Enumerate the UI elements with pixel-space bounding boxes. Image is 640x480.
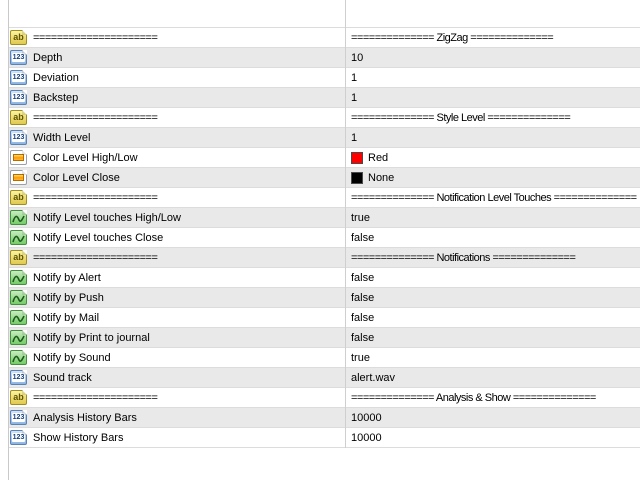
number-123-icon: 123: [10, 70, 27, 85]
string-ab-icon: ab: [10, 190, 27, 205]
column-divider[interactable]: [345, 0, 346, 448]
number-123-icon: 123: [10, 130, 27, 145]
parameter-row[interactable]: [9, 308, 640, 328]
parameter-value: true: [351, 351, 370, 364]
parameter-value: ============== Analysis & Show ==============: [351, 391, 596, 404]
indicator-inputs-table: [9, 27, 640, 448]
parameter-value: ============== Notifications ==============: [351, 251, 576, 264]
parameter-value-cell[interactable]: [345, 52, 640, 64]
parameter-value: Red: [368, 151, 389, 164]
parameter-value-cell[interactable]: [345, 392, 640, 404]
parameter-name-cell: [9, 250, 345, 265]
string-ab-icon: ab: [10, 110, 27, 125]
parameter-label: Backstep: [33, 91, 79, 104]
parameter-value-cell[interactable]: [345, 252, 640, 264]
parameter-name-cell: [9, 270, 345, 285]
parameter-label: Sound track: [33, 371, 92, 384]
color-swatch-icon: [10, 170, 27, 185]
parameter-label: Width Level: [33, 131, 91, 144]
parameter-name-cell: [9, 70, 345, 85]
parameter-name-cell: [9, 150, 345, 165]
parameter-label: Notify by Mail: [33, 311, 100, 324]
bool-curve-icon: [10, 290, 27, 305]
bool-curve-icon: [10, 350, 27, 365]
parameter-value-cell[interactable]: [345, 312, 640, 324]
number-123-icon: 123: [10, 370, 27, 385]
parameter-label: Depth: [33, 51, 63, 64]
separator-row[interactable]: [9, 188, 640, 208]
parameter-row[interactable]: [9, 348, 640, 368]
parameter-value-cell[interactable]: [345, 432, 640, 444]
parameter-name-cell: [9, 130, 345, 145]
color-swatch: [351, 152, 363, 164]
parameter-name-cell: [9, 90, 345, 105]
parameter-name-cell: [9, 30, 345, 45]
parameter-label: Notify by Push: [33, 291, 104, 304]
parameter-row[interactable]: [9, 168, 640, 188]
separator-row[interactable]: [9, 28, 640, 48]
bool-curve-icon: [10, 330, 27, 345]
parameter-row[interactable]: [9, 428, 640, 448]
parameter-name-cell: [9, 290, 345, 305]
parameter-label: Color Level Close: [33, 171, 120, 184]
parameter-value-cell[interactable]: [345, 352, 640, 364]
parameter-row[interactable]: [9, 48, 640, 68]
parameter-value-cell[interactable]: [345, 292, 640, 304]
parameter-label: Deviation: [33, 71, 79, 84]
parameter-value-cell[interactable]: [345, 152, 640, 164]
parameter-name-cell: [9, 390, 345, 405]
parameter-row[interactable]: [9, 128, 640, 148]
color-swatch: [351, 172, 363, 184]
bool-curve-icon: [10, 270, 27, 285]
parameter-name-cell: [9, 310, 345, 325]
parameter-row[interactable]: [9, 88, 640, 108]
number-123-icon: 123: [10, 430, 27, 445]
parameter-label: Notify Level touches High/Low: [33, 211, 181, 224]
parameter-label: Notify by Alert: [33, 271, 101, 284]
parameter-value: true: [351, 211, 370, 224]
parameter-value-cell[interactable]: [345, 212, 640, 224]
parameter-value: false: [351, 271, 375, 284]
parameter-value: 1: [351, 131, 358, 144]
parameter-value-cell[interactable]: [345, 272, 640, 284]
parameter-value: ============== Notification Level Touches ==============: [351, 191, 637, 204]
parameter-value: 10000: [351, 411, 382, 424]
parameter-label: =====================: [33, 391, 158, 404]
parameter-value-cell[interactable]: [345, 372, 640, 384]
separator-row[interactable]: [9, 388, 640, 408]
bool-curve-icon: [10, 210, 27, 225]
parameter-name-cell: [9, 430, 345, 445]
parameter-value-cell[interactable]: [345, 172, 640, 184]
parameter-label: Analysis History Bars: [33, 411, 137, 424]
parameter-name-cell: [9, 110, 345, 125]
parameter-label: =====================: [33, 251, 158, 264]
parameter-name-cell: [9, 210, 345, 225]
parameter-row[interactable]: [9, 368, 640, 388]
parameter-row[interactable]: [9, 208, 640, 228]
bool-curve-icon: [10, 230, 27, 245]
parameter-label: Notify by Sound: [33, 351, 111, 364]
parameter-name-cell: [9, 190, 345, 205]
parameter-name-cell: [9, 50, 345, 65]
string-ab-icon: ab: [10, 30, 27, 45]
parameter-value: 1: [351, 91, 358, 104]
parameter-value: false: [351, 291, 375, 304]
parameter-value: 10: [351, 51, 364, 64]
parameter-value: ============== ZigZag ==============: [351, 31, 554, 44]
number-123-icon: 123: [10, 90, 27, 105]
parameter-name-cell: [9, 370, 345, 385]
parameter-label: =====================: [33, 191, 158, 204]
number-123-icon: 123: [10, 50, 27, 65]
parameter-value-cell[interactable]: [345, 112, 640, 124]
parameter-name-cell: [9, 170, 345, 185]
parameter-row[interactable]: [9, 148, 640, 168]
bool-curve-icon: [10, 310, 27, 325]
parameter-value-cell[interactable]: [345, 232, 640, 244]
parameter-label: Notify Level touches Close: [33, 231, 164, 244]
string-ab-icon: ab: [10, 390, 27, 405]
parameter-name-cell: [9, 410, 345, 425]
parameter-label: Show History Bars: [33, 431, 124, 444]
string-ab-icon: ab: [10, 250, 27, 265]
parameter-value: false: [351, 311, 375, 324]
parameter-label: Notify by Print to journal: [33, 331, 150, 344]
separator-row[interactable]: [9, 108, 640, 128]
number-123-icon: 123: [10, 410, 27, 425]
parameter-row[interactable]: [9, 328, 640, 348]
parameter-value-cell[interactable]: [345, 412, 640, 424]
parameter-row[interactable]: [9, 408, 640, 428]
parameter-row[interactable]: [9, 268, 640, 288]
parameter-value: alert.wav: [351, 371, 396, 384]
parameter-name-cell: [9, 230, 345, 245]
parameter-name-cell: [9, 330, 345, 345]
parameter-row[interactable]: [9, 288, 640, 308]
parameter-value: 1: [351, 71, 358, 84]
parameter-value: false: [351, 231, 375, 244]
parameter-value-cell[interactable]: [345, 132, 640, 144]
separator-row[interactable]: [9, 248, 640, 268]
parameter-value: ============== Style Level ==============: [351, 111, 571, 124]
parameter-value: None: [368, 171, 395, 184]
parameter-value-cell[interactable]: [345, 192, 640, 204]
parameter-value-cell[interactable]: [345, 92, 640, 104]
parameter-value-cell[interactable]: [345, 332, 640, 344]
parameter-value: 10000: [351, 431, 382, 444]
parameter-label: Color Level High/Low: [33, 151, 138, 164]
parameter-label: =====================: [33, 31, 158, 44]
parameter-name-cell: [9, 350, 345, 365]
parameter-value-cell[interactable]: [345, 32, 640, 44]
parameter-label: =====================: [33, 111, 158, 124]
color-swatch-icon: [10, 150, 27, 165]
parameter-value-cell[interactable]: [345, 72, 640, 84]
parameter-row[interactable]: [9, 68, 640, 88]
parameter-row[interactable]: [9, 228, 640, 248]
parameter-value: false: [351, 331, 375, 344]
